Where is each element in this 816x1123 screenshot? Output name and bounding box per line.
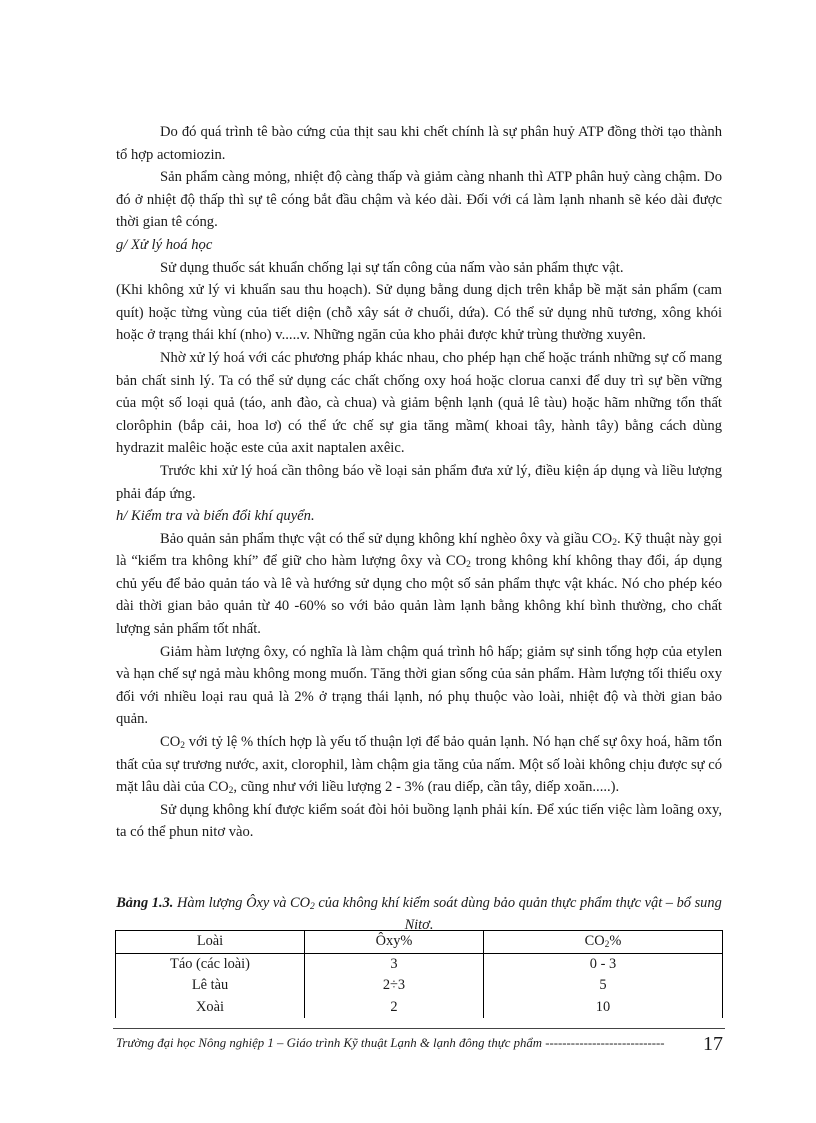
paragraph: Nhờ xử lý hoá với các phương pháp khác nhau, cho phép hạn chế hoặc tránh những sự cố mang bản chất sinh lý. Ta có thể sử dụng các chất chống oxy hoá hoặc clorua canxi để duy trì sự bền vững của một số loại quả (táo, anh đào, cà chua) và giảm bệnh lạnh (quả lê tàu) hoặc hãm những tổn thất clorôphin (bắp cải, hoa lơ) có thể ức chế sự gia tăng mầm( khoai tây, hành tây) bằng cách dùng hydrazit malêic hoặc este của axit naptalen axêic. <box>116 349 722 457</box>
table-cell: 2 <box>305 997 484 1019</box>
paragraph: Giảm hàm lượng ôxy, có nghĩa là làm chậm quá trình hô hấp; giảm sự sinh tổng hợp của etylen và hạn chế sự ngả màu không mong muốn. Tăng thời gian sống của sản phẩm. Hàm lượng tối thiểu oxy đối với nhiều loại rau quả là 2% ở trạng thái lạnh, nó phụ thuộc vào loài, nhiệt độ và thời gian bảo quản. <box>116 643 722 728</box>
table-row <box>116 953 723 975</box>
table-cell: 0 - 3 <box>484 953 723 975</box>
page-body <box>116 121 722 936</box>
footer-text: Trường đại học Nông nghiệp 1 – Giáo trình Kỹ thuật Lạnh & lạnh đông thực phẩm ---------------------------- <box>116 1036 665 1050</box>
text-run: Bảo quản sản phẩm thực vật có thể sử dụng không khí nghèo ôxy và giầu CO <box>160 530 613 547</box>
text-run: trong không khí không thay đổi, áp dụng chủ yếu để bảo quản táo và lê và hướng sử dụng cho một số sản phẩm thực vật khác. Nó cho phép kéo dài thời gian bảo quản từ 40 -60% so với bảo quản làm lạnh bằng không khí bình thường, cho chất lượng sản phẩm tốt nhất. <box>116 553 723 638</box>
table-row <box>116 975 723 997</box>
table-cell: Xoài <box>116 997 305 1019</box>
paragraph: Sử dụng không khí được kiểm soát đòi hỏi buồng lạnh phải kín. Để xúc tiến việc làm loãng oxy, ta có thể phun nitơ vào. <box>116 801 722 841</box>
header-cell <box>484 931 723 954</box>
subscript: 2 <box>228 786 234 797</box>
text-run: CO <box>160 734 181 751</box>
spacer <box>116 844 722 892</box>
paragraph: Trước khi xử lý hoá cần thông báo về loại sản phẩm đưa xử lý, điều kiện áp dụng và liều lượng phải đáp ứng. <box>116 462 722 502</box>
table-header-row <box>116 931 723 954</box>
subscript: 2 <box>310 902 315 912</box>
subscript: 2 <box>612 537 617 548</box>
table-cell: 10 <box>484 997 723 1019</box>
paragraph: Sử dụng thuốc sát khuẩn chống lại sự tấn công của nấm vào sản phẩm thực vật. <box>160 259 624 276</box>
header-text: CO <box>584 933 605 950</box>
footer-divider <box>113 1028 725 1029</box>
table-cell: Táo (các loài) <box>116 953 305 975</box>
page-number: 17 <box>703 1033 723 1055</box>
paragraph: Sản phẩm càng mỏng, nhiệt độ càng thấp và giảm càng nhanh thì ATP phân huỷ càng chậm. Do đó ở nhiệt độ thấp thì sự tê cóng bắt đầu chậm và kéo dài. Đối với cá làm lạnh nhanh sẽ kéo dài được thời gian tê cóng. <box>116 169 722 231</box>
section-heading-g: g/ Xử lý hoá học <box>116 236 213 253</box>
paragraph: Do đó quá trình tê bào cứng của thịt sau khi chết chính là sự phân huỷ ATP đồng thời tạo thành tổ hợp actomiozin. <box>116 124 722 163</box>
table-cell: 2÷3 <box>305 975 484 997</box>
caption-text: Hàm lượng Ôxy và CO <box>173 895 311 911</box>
paragraph <box>116 528 722 641</box>
table-cell: 3 <box>305 953 484 975</box>
paragraph <box>116 731 722 799</box>
header-text: % <box>609 933 622 950</box>
text-run: . Kỹ thuật này gọi là “kiểm tra không khí” để giữ cho hàm lượng ôxy và CO <box>116 530 722 570</box>
caption-label: Bảng 1.3. <box>116 895 174 911</box>
table-cell: Lê tàu <box>116 975 305 997</box>
text-run: , cũng như với liều lượng 2 - 3% (rau diếp, cần tây, diếp xoăn.....). <box>233 779 620 796</box>
text-run: với tỷ lệ % thích hợp là yếu tố thuận lợi để bảo quản lạnh. Nó hạn chế sự ôxy hoá, hãm tổn thất của sự trương nước, axit, clorophil, làm chậm gia tăng của nấm. Một số loài không chịu được sự có mặt lâu dài của CO <box>116 734 722 796</box>
header-cell: Ôxy% <box>305 931 484 954</box>
header-cell: Loài <box>116 931 305 954</box>
subscript: 2 <box>466 560 471 571</box>
subscript: 2 <box>180 741 186 752</box>
section-heading-h: h/ Kiểm tra và biến đổi khí quyển. <box>116 508 315 525</box>
data-table <box>115 930 723 1018</box>
table-cell: 5 <box>484 975 723 997</box>
table-row <box>116 997 723 1019</box>
page-footer <box>116 1032 722 1054</box>
caption-text: của không khí kiểm soát dùng bảo quản thực phẩm thực vật – bổ sung Nitơ. <box>314 895 722 933</box>
paragraph: (Khi không xử lý vi khuẩn sau thu hoạch). Sử dụng bằng dung dịch trên khắp bề mặt sản phẩm (cam quít) hoặc từng vùng của tiết diện (chỗ xây sát ở chuối, dứa). Có thể sử dụng nhũ tương, xông khói hoặc ở trạng thái khí (nho) v.....v. Những ngăn của kho phải được khử trùng thường xuyên. <box>116 282 722 344</box>
subscript: 2 <box>604 940 610 951</box>
